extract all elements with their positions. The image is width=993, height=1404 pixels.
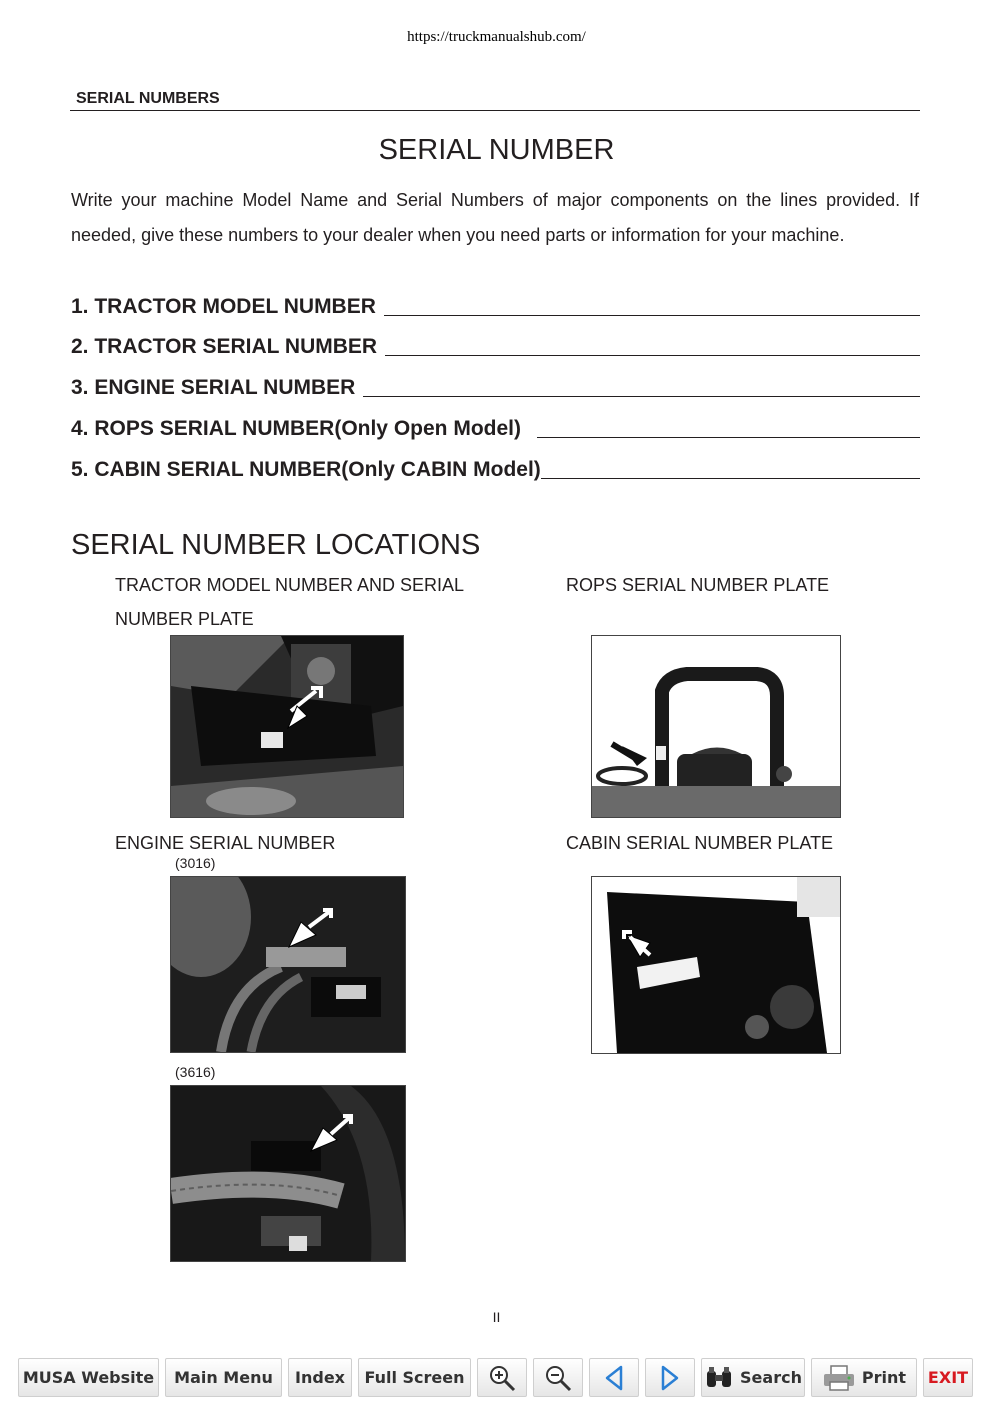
write-in-line (363, 396, 920, 397)
write-in-line (385, 355, 920, 356)
button-label: Full Screen (364, 1368, 465, 1387)
write-in-line (541, 478, 920, 479)
section-divider (70, 110, 920, 111)
intro-paragraph: Write your machine Model Name and Serial Numbers of major components on the lines provided. If needed, give these numbers to your dealer when you need parts or information for your machine. (71, 190, 919, 245)
locations-title: SERIAL NUMBER LOCATIONS (71, 529, 481, 561)
cabin-plate-photo (591, 876, 841, 1054)
zoom-in-icon (487, 1363, 517, 1393)
page-number: II (492, 1309, 501, 1325)
cabin-plate-caption: CABIN SERIAL NUMBER PLATE (566, 833, 834, 853)
tractor-plate-caption: TRACTOR MODEL NUMBER AND SERIAL NUMBER PLATE (115, 575, 464, 629)
navigation-toolbar (18, 1358, 975, 1398)
field-label: 2. TRACTOR SERIAL NUMBER (71, 335, 378, 358)
musa-website-button[interactable] (18, 1358, 159, 1397)
next-page-icon (659, 1365, 681, 1391)
field-tractor-model-number (71, 293, 920, 319)
button-label: EXIT (927, 1368, 969, 1387)
write-in-line (384, 315, 920, 316)
engine-serial-caption: ENGINE SERIAL NUMBER (115, 833, 336, 853)
field-cabin-serial-number (71, 456, 920, 482)
binoculars-icon (704, 1365, 734, 1391)
index-button[interactable] (288, 1358, 352, 1397)
engine-serial-photo-3016 (170, 876, 406, 1053)
write-in-line (537, 437, 920, 438)
zoom-out-button[interactable] (533, 1358, 583, 1397)
main-menu-button[interactable] (165, 1358, 282, 1397)
zoom-out-icon (543, 1363, 573, 1393)
section-label: SERIAL NUMBERS (76, 90, 220, 107)
field-label: 4. ROPS SERIAL NUMBER(Only Open Model) (71, 417, 521, 440)
search-button[interactable] (701, 1358, 805, 1397)
previous-page-icon (603, 1365, 625, 1391)
field-label: 5. CABIN SERIAL NUMBER(Only CABIN Model) (71, 458, 541, 481)
rops-plate-caption: ROPS SERIAL NUMBER PLATE (566, 575, 830, 595)
engine-model-label-3616: (3616) (175, 1064, 216, 1080)
engine-serial-photo-3616 (170, 1085, 406, 1262)
button-label: Index (295, 1368, 345, 1387)
print-button[interactable] (811, 1358, 917, 1397)
page-title: SERIAL NUMBER (378, 134, 615, 166)
previous-page-button[interactable] (589, 1358, 639, 1397)
source-url: https://truckmanualshub.com/ (407, 29, 586, 45)
button-label: Print (861, 1368, 907, 1387)
full-screen-button[interactable] (358, 1358, 471, 1397)
button-label: Search (740, 1368, 802, 1387)
button-label: Main Menu (174, 1368, 273, 1387)
engine-model-label-3016: (3016) (175, 855, 216, 871)
next-page-button[interactable] (645, 1358, 695, 1397)
field-label: 3. ENGINE SERIAL NUMBER (71, 376, 356, 399)
zoom-in-button[interactable] (477, 1358, 527, 1397)
field-label: 1. TRACTOR MODEL NUMBER (71, 295, 376, 318)
button-label: MUSA Website (22, 1368, 155, 1387)
rops-plate-photo (591, 635, 841, 818)
field-tractor-serial-number (71, 333, 920, 359)
printer-icon (822, 1364, 856, 1392)
tractor-plate-photo (170, 635, 404, 818)
exit-button[interactable] (923, 1358, 973, 1397)
field-rops-serial-number (71, 415, 920, 441)
field-engine-serial-number (71, 374, 920, 400)
